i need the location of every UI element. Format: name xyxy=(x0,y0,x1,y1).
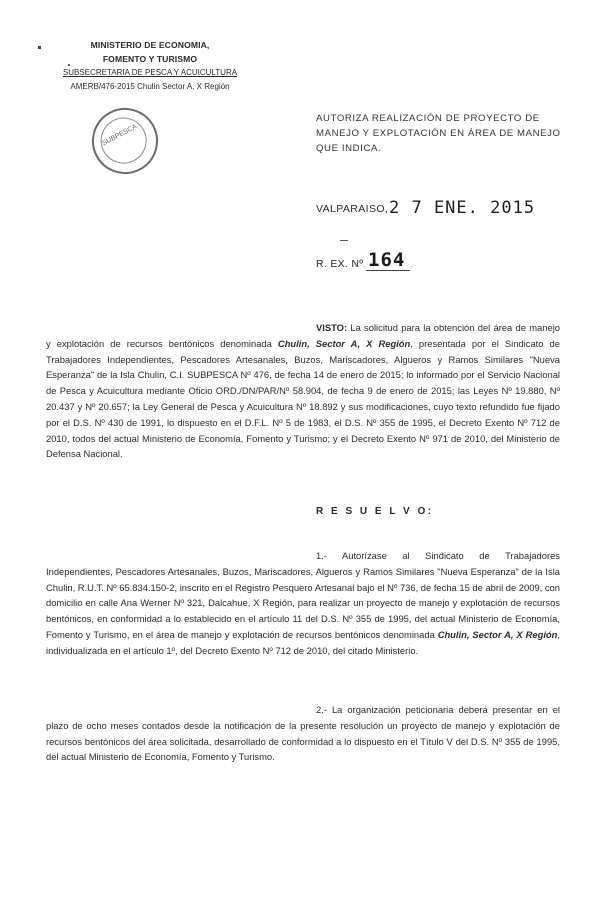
seal-text: SUBPESCA xyxy=(101,123,139,148)
resolution-label: R. EX. Nº xyxy=(316,258,364,270)
scan-mark xyxy=(340,240,348,241)
article-2-number: 2.- xyxy=(316,704,327,715)
visto-text-2: , presentada por el Sindicato de Trabajadores Independientes, Pescadores Artesanales, Buzos, Mariscadores, Algueros y Ramos Similares "Nueva Esperanza" de la Isla Chulin, C.I. SUBPESCA Nº 476, de fecha 14 de enero de 2015; lo informado por el Servicio Nacional de Pesca y Acuicultura mediante Oficio ORD./DN/PAR/Nº 58.904, de fecha 9 de enero de 2015; las Leyes Nº 19.880, Nº 20.437 y Nº 20.657; la Ley General de Pesca y Acuicultura Nº 18.892 y sus modificaciones, cuyo texto refundido fue fijado por el D.S. Nº 430 de 1991, lo dispuesto en el D.F.L. Nº 5 de 1983, el D.S. Nº 355 de 1995, el Decreto Exento Nº 712 de 2010, todos del actual Ministerio de Economía, Fomento y Turismo; y el Decreto Exento Nº 971 de 2010, del Ministerio de Defensa Nacional. xyxy=(46,337,560,460)
subject-line-3: QUE INDICA. xyxy=(316,143,382,154)
visto-area-name: Chulin, Sector A, X Región xyxy=(277,337,411,349)
article-1-number: 1.- xyxy=(316,550,327,561)
ministry-name-line2: FOMENTO Y TURISMO xyxy=(102,54,198,64)
visto-paragraph xyxy=(46,320,560,462)
article-1-text-1: Autorízase al Sindicato de Trabajadores Independientes, Pescadores Artesanales, Buzos, Mariscadores, Algueros y Ramos Similares "Nueva Esperanza" de la Isla Chulin, R.U.T. Nº 65.834.150-2, inscrito en el Registro Pesquero Artesanal bajo el Nº 736, de fecha 15 de abril de 2009, con domicilio en calle Ana Werner Nº 321, Dalcahue, X Región, para realizar un proyecto de manejo y explotación de recursos bentónicos, en conformidad a lo establecido en el artículo 11 del D.S. Nº 355 de 1995, del actual Ministerio de Economía, Fomento y Turismo, en el área de manejo y explotación de recursos bentónicos denominada xyxy=(46,550,560,640)
date-city: VALPARAISO, xyxy=(316,203,389,215)
date-stamp: 2 7 ENE. 2015 xyxy=(389,198,536,218)
ministry-name: MINISTERIO DE ECONOMIA, xyxy=(90,40,210,50)
visto-label: VISTO: xyxy=(316,322,348,333)
subject-line-1: AUTORIZA REALIZACIÓN DE PROYECTO DE xyxy=(316,113,540,124)
scan-speck xyxy=(68,64,70,66)
official-seal-stamp xyxy=(80,96,169,185)
article-1-paragraph xyxy=(46,548,560,659)
visto-text-1: La solicitud para la obtención del área de manejo y explotación de recursos bentónicos denominada xyxy=(46,322,560,349)
resuelvo-heading: R E S U E L V O: xyxy=(316,506,434,517)
resolution-number: 164 xyxy=(368,249,406,271)
article-1-area-name: Chulin, Sector A, X Región xyxy=(437,628,558,640)
subject-line-2: MANEJO Y EXPLOTACIÓN EN ÁREA DE MANEJO xyxy=(316,128,561,139)
article-2-paragraph xyxy=(46,702,560,765)
article-1-text-2: , individualizada en el artículo 1º, del Decreto Exento Nº 712 de 2010, del citado Ministerio. xyxy=(46,628,560,656)
article-2-text: La organización peticionaria deberá presentar en el plazo de ocho meses contados desde la notificación de la presente resolución un proyecto de manejo y explotación de recursos bentónicos del área solicitada, desarrollado de conformidad a lo dispuesto en el Título V del D.S. Nº 355 de 1995, del actual Ministerio de Economía, Fomento y Turismo. xyxy=(46,704,560,763)
scan-speck xyxy=(38,46,41,49)
file-reference: AMERB/476-2015 Chulin Sector A, X Región xyxy=(70,82,230,91)
subsecretaria-name: SUBSECRETARIA DE PESCA Y ACUICULTURA xyxy=(62,68,238,77)
